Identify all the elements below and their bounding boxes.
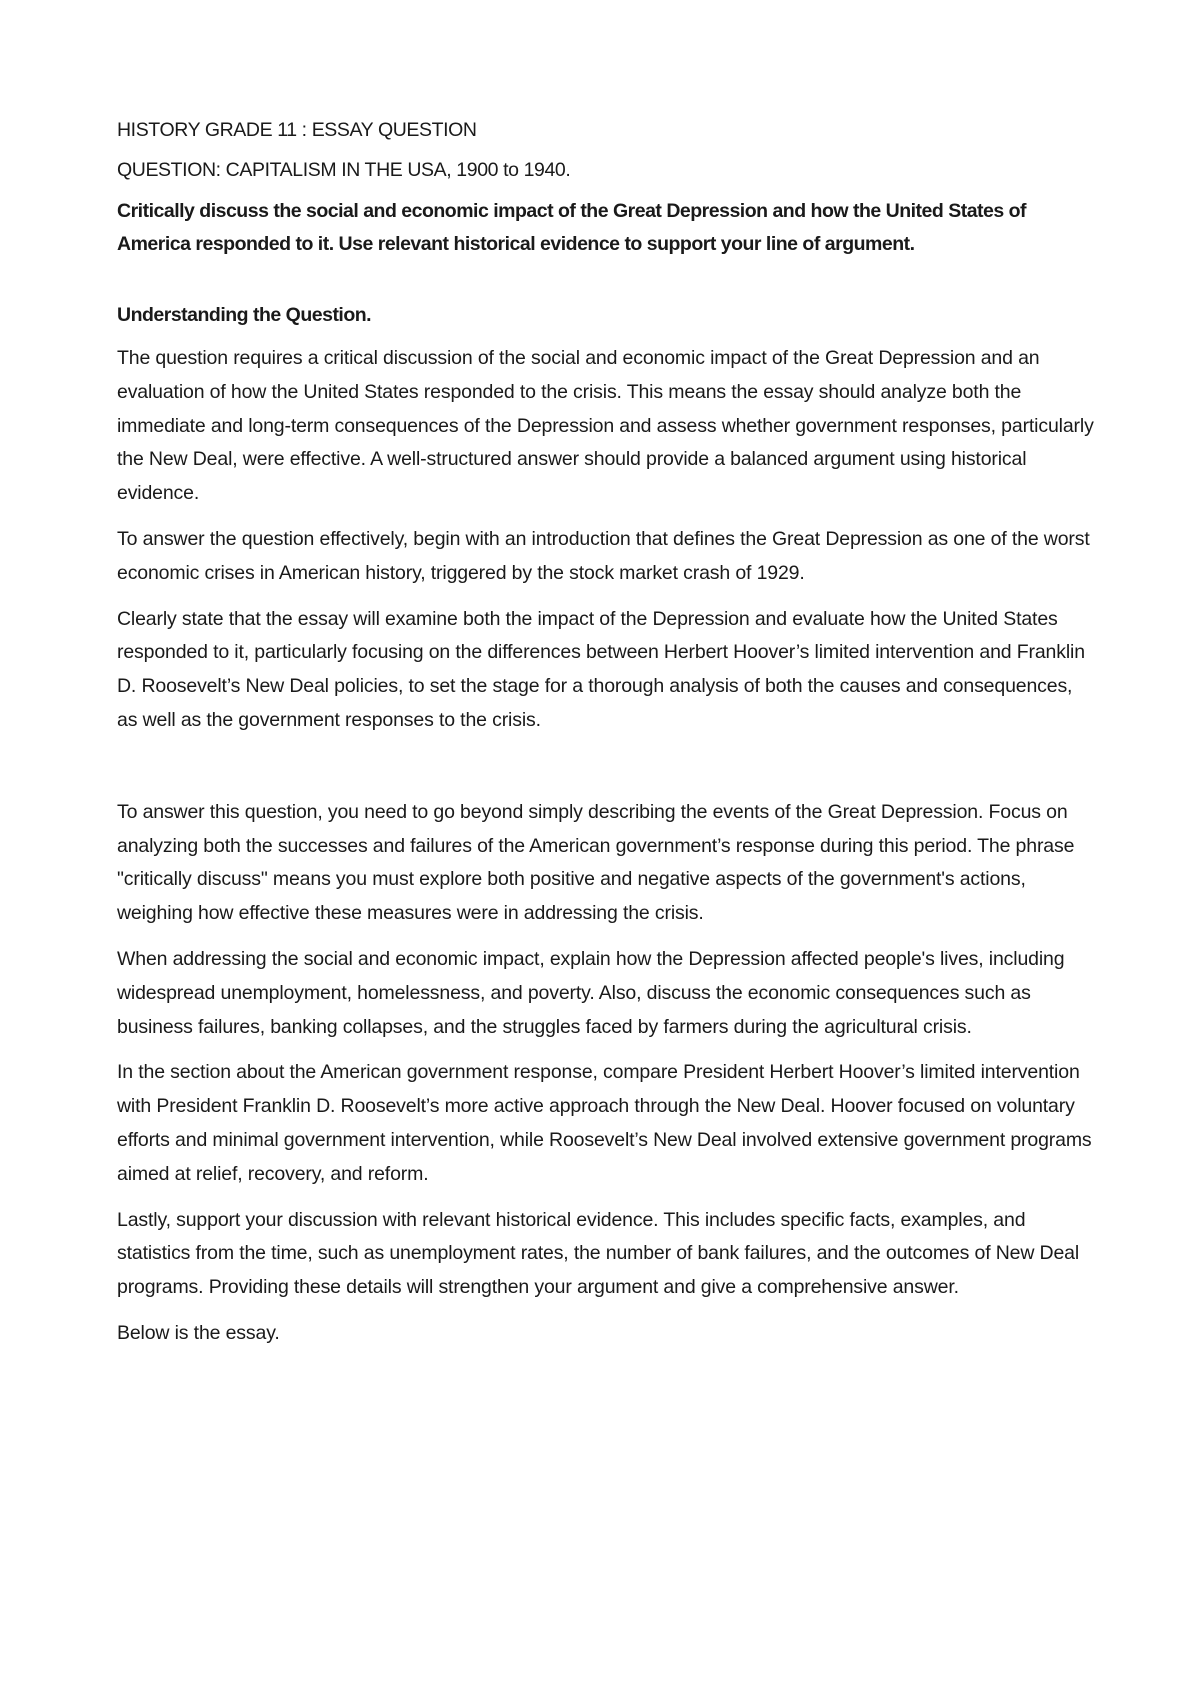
paragraph-spacer xyxy=(117,750,1097,796)
paragraph-understanding: The question requires a critical discussion of the social and economic impact of the Great Depression and an evaluation of how the United States responded to the crisis. This means the essay should analyze both the immediate and long-term consequences of the Depression and assess whether government responses, particularly the New Deal, were effective. A well-structured answer should provide a balanced argument using historical evidence. xyxy=(117,347,1094,505)
section-title: Understanding the Question. xyxy=(117,304,372,326)
document-heading: HISTORY GRADE 11 : ESSAY QUESTION xyxy=(117,119,477,141)
paragraph-thesis: Clearly state that the essay will examine both the impact of the Depression and evaluate how the United States responded to it, particularly focusing on the differences between Herbert Hoover’s limited intervention and Franklin D. Roosevelt’s New Deal policies, to set the stage for a thorough analysis of both the causes and consequences, as well as the government responses to the crisis. xyxy=(117,607,1085,731)
question-title: QUESTION: CAPITALISM IN THE USA, 1900 to 1940. xyxy=(117,159,571,181)
paragraph-introduction: To answer the question effectively, begin with an introduction that defines the Great Depression as one of the worst economic crises in American history, triggered by the stock market crash of 1929. xyxy=(117,527,1090,584)
essay-prompt: Critically discuss the social and economic impact of the Great Depression and how the United States of America responded to it. Use relevant historical evidence to support your line of argument. xyxy=(117,200,1027,255)
paragraph-evidence: Lastly, support your discussion with relevant historical evidence. This includes specific facts, examples, and statistics from the time, such as unemployment rates, the number of bank failures, and the outcomes of New Deal programs. Providing these details will strengthen your argument and give a comprehensive answer. xyxy=(117,1208,1080,1299)
paragraph-government-response: In the section about the American government response, compare President Herbert Hoover’s limited intervention with President Franklin D. Roosevelt’s more active approach through the New Deal. Hoover focused on voluntary efforts and minimal government intervention, while Roosevelt’s New Deal involved extensive government programs aimed at relief, recovery, and reform. xyxy=(117,1061,1092,1185)
paragraph-closing: Below is the essay. xyxy=(117,1321,280,1344)
paragraph-critical-discussion: To answer this question, you need to go beyond simply describing the events of the Great Depression. Focus on analyzing both the successes and failures of the American government’s response during this period. The phrase "critically discuss" means you must explore both positive and negative aspects of the government's actions, weighing how effective these measures were in addressing the crisis. xyxy=(117,800,1075,925)
paragraph-social-economic: When addressing the social and economic impact, explain how the Depression affected people's lives, including widespread unemployment, homelessness, and poverty. Also, discuss the economic consequences such as business failures, banking collapses, and the struggles faced by farmers during the agricultural crisis. xyxy=(117,947,1065,1038)
document-content xyxy=(117,117,1097,1363)
